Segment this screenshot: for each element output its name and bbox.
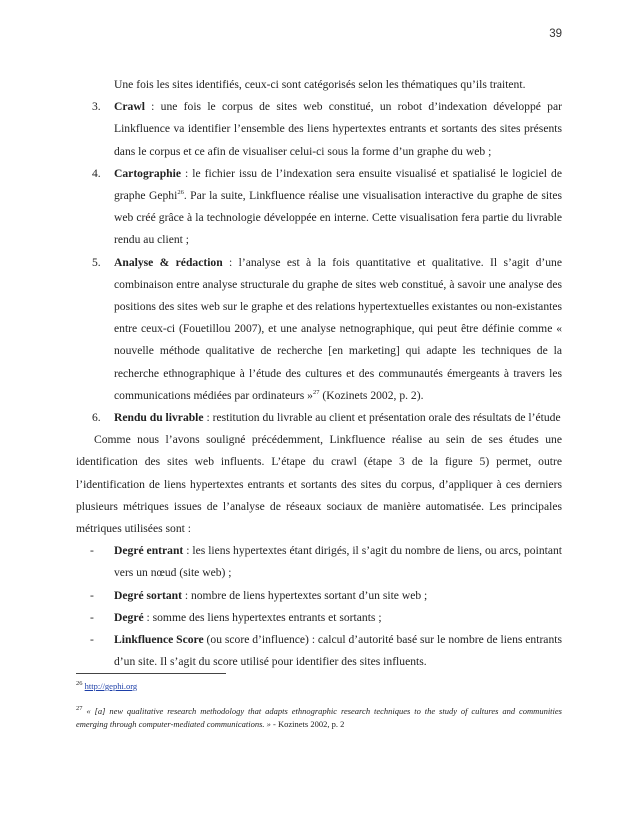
step-term: Rendu du livrable xyxy=(114,411,204,425)
metric-text: (ou score d’influence) : calcul d’autorité basé sur le nombre de liens entrants d’un site. Il s’agit du score utilisé pour identifier des sites influents. xyxy=(114,633,562,669)
step-text: . Par la suite, Linkfluence réalise une visualisation interactive du graphe de sites web créé grâce à la technologie développée en interne. Cette visualisation fera partie du livrable rendu au client ; xyxy=(114,189,562,247)
step-text: (Kozinets 2002, p. 2). xyxy=(319,388,424,402)
step-item xyxy=(76,96,562,163)
metric-text: : les liens hypertextes étant dirigés, il s’agit du nombre de liens, ou arcs, pointant vers un nœud (site web) ; xyxy=(114,544,562,580)
dash-marker: - xyxy=(90,610,94,624)
step-text: : l’analyse est à la fois quantitative et qualitative. Il s’agit d’une combinaison entre analyse structurale du graphe de sites web constitué, à savoir une analyse des positions des sites web sur le graphe et des relations hypertextuelles existantes ou non-existantes entre ceux-ci (Fouetillou 2007), et une analyse netnographique, qui peut être définie comme « nouvelle méthode qualitative de recherche [en marketing] qui adapte les techniques de la recherche ethnographique à l’étude des cultures et des communautés émergeants à travers les communications médiées par ordinateurs » xyxy=(114,255,562,402)
footnote-ref[interactable]: 27 xyxy=(312,388,320,396)
footnote-26 xyxy=(76,680,562,693)
step-item xyxy=(76,407,562,429)
step-number: 6. xyxy=(92,411,101,425)
page-number: 39 xyxy=(549,28,562,40)
footnote-citation: - Kozinets 2002, p. 2 xyxy=(270,719,345,729)
dash-marker: - xyxy=(90,633,94,647)
metric-body xyxy=(114,607,562,629)
body-text xyxy=(76,74,562,673)
metric-body xyxy=(114,585,562,607)
step-item xyxy=(76,252,562,407)
step-body xyxy=(114,407,562,429)
body-paragraph: Comme nous l’avons souligné précédemment, Linkfluence réalise au sein de ses études une identification des sites web influents. L’étape du crawl (étape 3 de la figure 5) permet, outre l’identification de liens hypertextes entrants et sortants des sites du corpus, d’appliquer à ces derniers plusieurs métriques issues de l’analyse de réseaux sociaux de manière automatisée. Les principales métriques utilisées sont : xyxy=(76,433,562,536)
step-body xyxy=(114,163,562,252)
step-text: : une fois le corpus de sites web constitué, un robot d’indexation développé par Linkfluence va identifier l’ensemble des liens hypertextes entrants et sortants des sites présents dans le corpus et ce afin de visualiser celui-ci sous la forme d’un graphe du web ; xyxy=(114,100,562,158)
step-body xyxy=(114,252,562,407)
step-body xyxy=(114,96,562,163)
step-term: Analyse & rédaction xyxy=(114,255,223,269)
footnote-ref[interactable]: 26 xyxy=(177,189,184,197)
step-item xyxy=(76,163,562,252)
metric-item xyxy=(76,585,562,607)
metric-text: : somme des liens hypertextes entrants et sortants ; xyxy=(143,610,382,624)
metric-term: Degré entrant xyxy=(114,544,184,558)
step-number: 4. xyxy=(92,166,101,180)
intro-line: Une fois les sites identifiés, ceux-ci sont catégorisés selon les thématiques qu’ils traitent. xyxy=(114,78,526,91)
metric-item xyxy=(76,607,562,629)
metric-item xyxy=(76,540,562,584)
metric-term: Linkfluence Score xyxy=(114,633,204,647)
step-term: Crawl xyxy=(114,100,145,114)
footnote-number: 27 xyxy=(76,705,83,713)
footnote-quote: « [a] new qualitative research methodology that adapts ethnographic research techniques to the study of cultures and communities emerging through computer-mediated communications. » xyxy=(76,706,562,729)
dash-marker: - xyxy=(90,544,94,558)
step-text: : restitution du livrable au client et présentation orale des résultats de l’étude xyxy=(203,411,561,425)
dash-marker: - xyxy=(90,588,94,602)
step-number: 5. xyxy=(92,255,101,269)
metric-text: : nombre de liens hypertextes sortant d’un site web ; xyxy=(181,588,428,602)
metric-body xyxy=(114,540,562,584)
footnote-separator xyxy=(76,673,226,674)
step-number: 3. xyxy=(92,100,101,114)
gephi-link[interactable]: http://gephi.org xyxy=(84,681,138,691)
metric-body xyxy=(114,629,562,673)
footnote-27 xyxy=(76,705,562,731)
step-text: : le fichier issu de l’indexation sera ensuite visualisé et spatialisé le logiciel de graphe Gephi xyxy=(114,166,562,203)
metric-term: Degré xyxy=(114,610,144,624)
metric-item xyxy=(76,629,562,673)
step-term: Cartographie xyxy=(114,166,181,180)
footnote-number: 26 xyxy=(76,680,83,688)
metric-term: Degré sortant xyxy=(114,588,182,602)
